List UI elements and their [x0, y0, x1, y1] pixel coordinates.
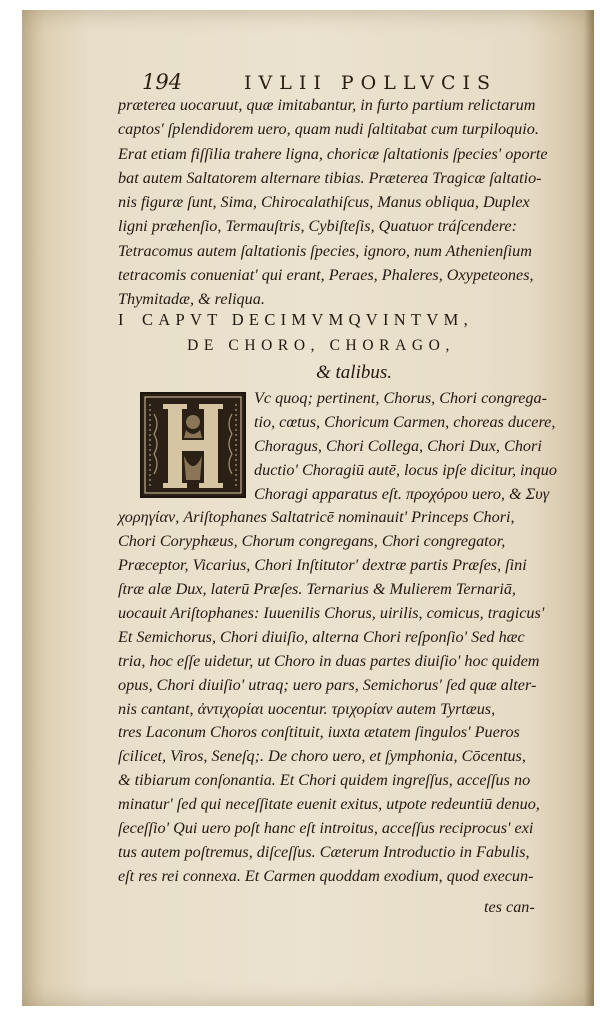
text-line: nis cantant, ἀντιχορίαι uocentur. τριχορίαν autem Tyrtæus,: [118, 699, 496, 718]
text-line: bat autem Saltatorem alternare tibias. Præterea Tragicæ ſaltatio-: [118, 168, 542, 187]
text-line: Choragi apparatus eſt. προχόρου uero, & Συγ: [254, 484, 550, 503]
text-line: præterea uocaruut, quæ imitabantur, in furto partium relictarum: [118, 96, 536, 114]
text-line: tria, hoc eſſe uidetur, ut Choro in duas partes diuiſio' hoc quidem: [118, 651, 540, 670]
text-line: Præceptor, Vicarius, Chori Inſtitutor' dextræ partis Præſes, ſini: [118, 556, 527, 575]
text-line: ductio' Choragiū autē, locus ipſe dicitur, inquo: [254, 460, 557, 479]
text-line: ſcilicet, Viros, Seneſq;. De choro uero, et ſymphonia, Cōcentus,: [118, 747, 526, 766]
running-title: IVLII POLLVCIS: [244, 72, 498, 94]
text-line: Thymitadæ, & reliqua.: [118, 290, 265, 309]
text-line: tres Laconum Choros conſtituit, iuxta ætatem ſingulos' Pueros: [118, 723, 520, 742]
caput-line: [118, 310, 574, 337]
text-line: Vc quoq; pertinent, Chorus, Chori congrega-: [254, 389, 547, 407]
text-line: Et Semichorus, Chori diuiſio, alterna Chori reſponſio' Sed hæc: [118, 627, 525, 646]
text-line: ſeceſſio' Qui uero poſt hanc eſt introitus, acceſſus reciprocus' exi: [118, 819, 534, 838]
chapter-title: CAPVT DECIMVMQVINTVM,: [142, 310, 474, 329]
text-line: ligni præhenſio, Termauſtris, Cybiſteſis, Quatuor tráſcendere:: [118, 217, 517, 236]
text-line: tio, cœtus, Choricum Carmen, choreas ducere,: [254, 412, 556, 431]
text-line: minatur' ſed qui neceſſitate euenit exitus, utpote redeuntiū denuo,: [118, 795, 540, 814]
catchword: tes can-: [484, 898, 535, 916]
text-line: & tibiarum conſonantia. Et Chori quidem ingreſſus, acceſſus no: [118, 771, 531, 790]
text-line: opus, Chori diuiſio' utraq; uero pars, Semichorus' ſed quæ alter-: [118, 675, 537, 694]
text-line: Tetracomus autem ſaltationis ſpecies, ignoro, num Athenienſium: [118, 241, 532, 260]
page-number: 194: [142, 70, 183, 94]
text-line: tus autem poſtremus, diſceſſus. Cæterum Introductio in Fabulis,: [118, 842, 530, 861]
text-line: ſtræ alæ Dux, laterū Præſes. Ternarius & Mulierem Ternariā,: [118, 580, 516, 599]
text-line: Erat etiam fiſſilia trahere ligna, choricæ ſaltationis ſpecies' oporte: [118, 144, 548, 163]
text-line: χορηγίαν, Ariſtophanes Saltatricē nominauit' Princeps Chori,: [118, 508, 515, 527]
text-line: Chori Coryphæus, Chorum congregans, Chori congregator,: [118, 532, 506, 551]
text-line: nis figuræ ſunt, Sima, Chirocalathiſcus, Manus obliqua, Duplex: [118, 193, 530, 212]
text-line: uocauit Ariſtophanes: Iuuenilis Chorus, uirilis, comicus, tragicus': [118, 604, 545, 623]
top-paragraph: [118, 93, 574, 312]
section-marker: I: [118, 310, 129, 329]
text-line: eſt res rei connexa. Et Carmen quoddam exodium, quod execun-: [118, 866, 534, 885]
text-line: captos' ſplendidorem uero, quam nudi ſaltitabat cum turpiloquio.: [118, 120, 539, 139]
text-line: Choragus, Chori Collega, Chori Dux, Chori: [254, 436, 542, 455]
text-line: tetracomis conueniat' qui erant, Peraes, Phaleres, Oxypeteones,: [118, 266, 534, 285]
chapter-heading: [118, 310, 574, 386]
chapter-subtitle: DE CHORO, CHORAGO,: [187, 337, 455, 354]
chapter-subtitle-end: & talibus.: [316, 362, 393, 383]
body-paragraph: [118, 387, 574, 889]
